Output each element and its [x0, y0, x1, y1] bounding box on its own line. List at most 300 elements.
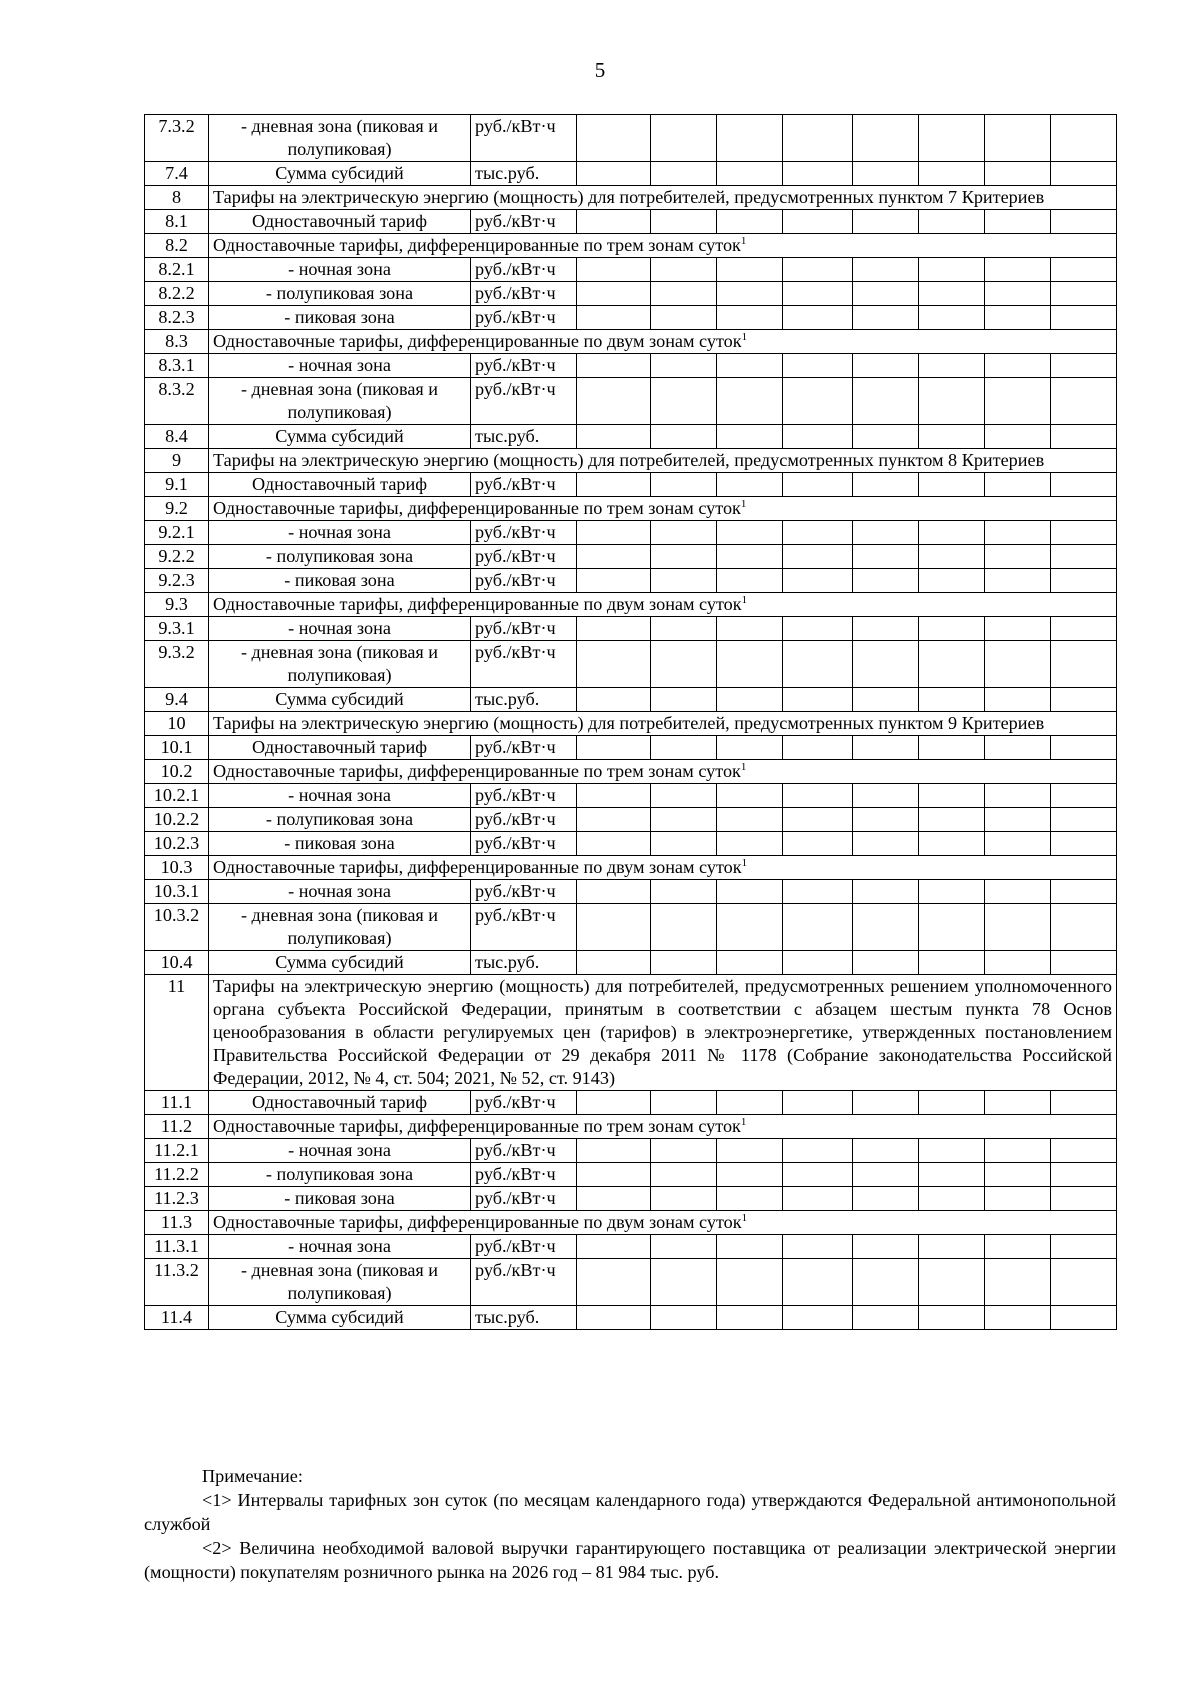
value-cell	[651, 641, 717, 688]
row-number: 10.2.1	[145, 784, 209, 808]
value-cell	[783, 880, 853, 904]
row-text: Одноставочные тарифы, дифференцированные по трем зонам суток	[213, 761, 741, 781]
value-cell	[717, 282, 783, 306]
row-number: 10.2.3	[145, 832, 209, 856]
value-cell	[717, 425, 783, 449]
value-cell	[651, 880, 717, 904]
value-cell	[853, 1235, 919, 1259]
value-cell	[577, 641, 651, 688]
row-unit: руб./кВт·ч	[471, 378, 577, 425]
value-cell	[919, 258, 985, 282]
value-cell	[985, 306, 1051, 330]
value-cell	[783, 282, 853, 306]
table-row	[145, 210, 1117, 234]
row-name: - полупиковая зона	[209, 545, 471, 569]
value-cell	[919, 617, 985, 641]
row-unit: руб./кВт·ч	[471, 282, 577, 306]
value-cell	[919, 282, 985, 306]
table-row	[145, 617, 1117, 641]
table-row	[145, 784, 1117, 808]
value-cell	[985, 1187, 1051, 1211]
value-cell	[919, 1306, 985, 1330]
row-unit: руб./кВт·ч	[471, 473, 577, 497]
row-name: Сумма субсидий	[209, 162, 471, 186]
table-row	[145, 1163, 1117, 1187]
value-cell	[1051, 784, 1117, 808]
row-name: - дневная зона (пиковая и полупиковая)	[209, 641, 471, 688]
value-cell	[853, 521, 919, 545]
value-cell	[577, 617, 651, 641]
value-cell	[919, 1091, 985, 1115]
value-cell	[853, 904, 919, 951]
value-cell	[985, 425, 1051, 449]
value-cell	[717, 473, 783, 497]
row-unit: тыс.руб.	[471, 951, 577, 975]
row-number: 8.3.1	[145, 354, 209, 378]
row-unit: руб./кВт·ч	[471, 354, 577, 378]
row-name: - ночная зона	[209, 258, 471, 282]
value-cell	[1051, 688, 1117, 712]
row-name: - ночная зона	[209, 1139, 471, 1163]
value-cell	[651, 1235, 717, 1259]
value-cell	[1051, 904, 1117, 951]
value-cell	[783, 378, 853, 425]
table-row	[145, 521, 1117, 545]
value-cell	[651, 258, 717, 282]
value-cell	[651, 282, 717, 306]
group-title	[209, 760, 1117, 784]
value-cell	[853, 641, 919, 688]
value-cell	[783, 1163, 853, 1187]
value-cell	[853, 617, 919, 641]
value-cell	[853, 808, 919, 832]
table-row	[145, 545, 1117, 569]
value-cell	[651, 306, 717, 330]
value-cell	[783, 521, 853, 545]
value-cell	[717, 354, 783, 378]
value-cell	[919, 545, 985, 569]
table-row	[145, 1235, 1117, 1259]
value-cell	[985, 808, 1051, 832]
footnote-marker: 1	[740, 1115, 747, 1128]
value-cell	[919, 569, 985, 593]
value-cell	[985, 880, 1051, 904]
value-cell	[985, 354, 1051, 378]
value-cell	[577, 1187, 651, 1211]
row-text: Одноставочные тарифы, дифференцированные по трем зонам суток	[213, 235, 741, 255]
value-cell	[783, 258, 853, 282]
row-name: - полупиковая зона	[209, 808, 471, 832]
value-cell	[1051, 258, 1117, 282]
value-cell	[783, 1259, 853, 1306]
value-cell	[1051, 808, 1117, 832]
row-name: - ночная зона	[209, 617, 471, 641]
row-unit: руб./кВт·ч	[471, 1091, 577, 1115]
table-body	[145, 115, 1117, 1330]
page-number: 5	[594, 58, 606, 82]
row-name: - пиковая зона	[209, 1187, 471, 1211]
row-unit: руб./кВт·ч	[471, 832, 577, 856]
value-cell	[853, 378, 919, 425]
footnote-marker: 1	[741, 593, 748, 606]
tariff-table	[144, 114, 1117, 1330]
value-cell	[853, 545, 919, 569]
value-cell	[651, 378, 717, 425]
row-number: 8	[145, 186, 209, 210]
value-cell	[919, 1187, 985, 1211]
value-cell	[651, 545, 717, 569]
value-cell	[985, 904, 1051, 951]
group-row	[145, 856, 1117, 880]
row-unit: руб./кВт·ч	[471, 1163, 577, 1187]
value-cell	[577, 1163, 651, 1187]
group-title	[209, 593, 1117, 617]
value-cell	[717, 378, 783, 425]
table-row	[145, 832, 1117, 856]
row-text: Одноставочные тарифы, дифференцированные по трем зонам суток	[213, 498, 741, 518]
row-name: - ночная зона	[209, 1235, 471, 1259]
value-cell	[853, 736, 919, 760]
row-name: - пиковая зона	[209, 832, 471, 856]
value-cell	[1051, 1259, 1117, 1306]
value-cell	[1051, 832, 1117, 856]
value-cell	[717, 1091, 783, 1115]
value-cell	[783, 545, 853, 569]
value-cell	[717, 688, 783, 712]
value-cell	[577, 354, 651, 378]
row-number: 8.2	[145, 234, 209, 258]
value-cell	[717, 1306, 783, 1330]
value-cell	[1051, 162, 1117, 186]
value-cell	[985, 1306, 1051, 1330]
table-row	[145, 378, 1117, 425]
value-cell	[853, 569, 919, 593]
value-cell	[651, 832, 717, 856]
value-cell	[853, 1306, 919, 1330]
row-number: 8.4	[145, 425, 209, 449]
row-number: 10.3.2	[145, 904, 209, 951]
row-text: Одноставочные тарифы, дифференцированные по трем зонам суток	[213, 1116, 741, 1136]
value-cell	[919, 378, 985, 425]
section-title	[209, 975, 1117, 1091]
value-cell	[919, 210, 985, 234]
value-cell	[577, 569, 651, 593]
row-unit: руб./кВт·ч	[471, 115, 577, 162]
section-title	[209, 712, 1117, 736]
value-cell	[717, 306, 783, 330]
value-cell	[783, 1306, 853, 1330]
section-title	[209, 186, 1117, 210]
value-cell	[717, 210, 783, 234]
value-cell	[651, 162, 717, 186]
value-cell	[985, 688, 1051, 712]
section-row	[145, 186, 1117, 210]
row-number: 7.3.2	[145, 115, 209, 162]
row-text: Тарифы на электрическую энергию (мощность) для потребителей, предусмотренных пунктом 8 Критериев	[213, 450, 1045, 470]
table-row	[145, 306, 1117, 330]
row-number: 9.2.1	[145, 521, 209, 545]
value-cell	[577, 1235, 651, 1259]
value-cell	[717, 617, 783, 641]
footnote-marker: 1	[741, 1211, 748, 1224]
value-cell	[985, 951, 1051, 975]
value-cell	[717, 258, 783, 282]
value-cell	[919, 808, 985, 832]
value-cell	[577, 162, 651, 186]
value-cell	[985, 1163, 1051, 1187]
value-cell	[783, 1235, 853, 1259]
value-cell	[985, 736, 1051, 760]
row-unit: тыс.руб.	[471, 162, 577, 186]
value-cell	[783, 162, 853, 186]
value-cell	[985, 1235, 1051, 1259]
row-unit: руб./кВт·ч	[471, 569, 577, 593]
row-unit: руб./кВт·ч	[471, 1187, 577, 1211]
row-name: - дневная зона (пиковая и полупиковая)	[209, 115, 471, 162]
value-cell	[1051, 306, 1117, 330]
value-cell	[1051, 473, 1117, 497]
value-cell	[919, 521, 985, 545]
row-text: Тарифы на электрическую энергию (мощность) для потребителей, предусмотренных решением уполномоченного органа субъекта Российской Федерации, принятым в соответствии с абзацем шестым пункта 78 Основ ценообразования в области регулируемых цен (тарифов) в электроэнергетике, утвержденных постановлением Правительства Российской Федерации от 29 декабря 2011 № 1178 (Собрание законодательства Российской Федерации, 2012, № 4, ст. 504; 2021, № 52, ст. 9143)	[213, 976, 1112, 1088]
value-cell	[717, 904, 783, 951]
value-cell	[651, 569, 717, 593]
value-cell	[985, 258, 1051, 282]
value-cell	[651, 808, 717, 832]
value-cell	[783, 210, 853, 234]
row-number: 9	[145, 449, 209, 473]
value-cell	[651, 736, 717, 760]
group-row	[145, 234, 1117, 258]
value-cell	[783, 569, 853, 593]
row-name: Одноставочный тариф	[209, 473, 471, 497]
row-name: Одноставочный тариф	[209, 210, 471, 234]
table-row	[145, 951, 1117, 975]
row-number: 11.3	[145, 1211, 209, 1235]
value-cell	[1051, 736, 1117, 760]
value-cell	[783, 1187, 853, 1211]
row-unit: руб./кВт·ч	[471, 1235, 577, 1259]
value-cell	[919, 306, 985, 330]
value-cell	[717, 641, 783, 688]
row-number: 8.1	[145, 210, 209, 234]
value-cell	[919, 1139, 985, 1163]
value-cell	[985, 545, 1051, 569]
value-cell	[783, 1139, 853, 1163]
group-row	[145, 497, 1117, 521]
value-cell	[577, 306, 651, 330]
value-cell	[853, 258, 919, 282]
value-cell	[717, 1187, 783, 1211]
row-number: 10	[145, 712, 209, 736]
row-number: 8.3.2	[145, 378, 209, 425]
value-cell	[783, 784, 853, 808]
row-number: 9.2.3	[145, 569, 209, 593]
value-cell	[577, 808, 651, 832]
value-cell	[651, 115, 717, 162]
value-cell	[651, 1306, 717, 1330]
value-cell	[717, 115, 783, 162]
value-cell	[985, 378, 1051, 425]
value-cell	[783, 115, 853, 162]
value-cell	[919, 1235, 985, 1259]
row-number: 9.1	[145, 473, 209, 497]
group-row	[145, 1211, 1117, 1235]
value-cell	[1051, 1187, 1117, 1211]
row-name: Сумма субсидий	[209, 1306, 471, 1330]
value-cell	[1051, 282, 1117, 306]
row-number: 8.2.3	[145, 306, 209, 330]
row-number: 10.4	[145, 951, 209, 975]
row-unit: тыс.руб.	[471, 1306, 577, 1330]
value-cell	[651, 1187, 717, 1211]
value-cell	[985, 784, 1051, 808]
value-cell	[985, 1139, 1051, 1163]
group-title	[209, 497, 1117, 521]
value-cell	[577, 210, 651, 234]
value-cell	[651, 951, 717, 975]
row-number: 8.3	[145, 330, 209, 354]
row-name: Одноставочный тариф	[209, 736, 471, 760]
value-cell	[783, 641, 853, 688]
table-row	[145, 162, 1117, 186]
value-cell	[577, 473, 651, 497]
value-cell	[853, 210, 919, 234]
value-cell	[853, 354, 919, 378]
value-cell	[919, 688, 985, 712]
row-unit: руб./кВт·ч	[471, 880, 577, 904]
value-cell	[717, 736, 783, 760]
row-unit: руб./кВт·ч	[471, 904, 577, 951]
group-title	[209, 330, 1117, 354]
value-cell	[577, 115, 651, 162]
row-text: Одноставочные тарифы, дифференцированные по двум зонам суток	[213, 331, 742, 351]
value-cell	[1051, 1091, 1117, 1115]
value-cell	[577, 282, 651, 306]
value-cell	[985, 521, 1051, 545]
table-row	[145, 880, 1117, 904]
value-cell	[919, 162, 985, 186]
note-item-2: <2> Величина необходимой валовой выручки гарантирующего поставщика от реализации электрической энергии (мощности) покупателям розничного рынка на 2026 год – 81 984 тыс. руб.	[144, 1538, 1116, 1582]
value-cell	[919, 1163, 985, 1187]
row-name: Одноставочный тариф	[209, 1091, 471, 1115]
group-title	[209, 234, 1117, 258]
value-cell	[717, 808, 783, 832]
value-cell	[783, 1091, 853, 1115]
value-cell	[1051, 115, 1117, 162]
value-cell	[717, 1139, 783, 1163]
value-cell	[577, 1091, 651, 1115]
value-cell	[651, 1139, 717, 1163]
value-cell	[651, 1163, 717, 1187]
row-text: Одноставочные тарифы, дифференцированные по двум зонам суток	[213, 1212, 742, 1232]
value-cell	[1051, 354, 1117, 378]
section-row	[145, 975, 1117, 1091]
table-row	[145, 904, 1117, 951]
row-name: - дневная зона (пиковая и полупиковая)	[209, 378, 471, 425]
row-name: - ночная зона	[209, 521, 471, 545]
row-number: 9.3.2	[145, 641, 209, 688]
value-cell	[853, 1139, 919, 1163]
value-cell	[577, 521, 651, 545]
row-unit: тыс.руб.	[471, 688, 577, 712]
value-cell	[651, 784, 717, 808]
value-cell	[853, 784, 919, 808]
value-cell	[919, 784, 985, 808]
table-row	[145, 1187, 1117, 1211]
value-cell	[577, 832, 651, 856]
value-cell	[577, 688, 651, 712]
row-unit: руб./кВт·ч	[471, 210, 577, 234]
row-number: 11	[145, 975, 209, 1091]
value-cell	[919, 736, 985, 760]
row-number: 10.3	[145, 856, 209, 880]
value-cell	[783, 832, 853, 856]
row-number: 11.1	[145, 1091, 209, 1115]
value-cell	[853, 473, 919, 497]
group-title	[209, 1211, 1117, 1235]
value-cell	[651, 210, 717, 234]
row-unit: руб./кВт·ч	[471, 617, 577, 641]
value-cell	[783, 473, 853, 497]
group-title	[209, 856, 1117, 880]
value-cell	[919, 354, 985, 378]
value-cell	[783, 354, 853, 378]
value-cell	[919, 880, 985, 904]
value-cell	[717, 162, 783, 186]
value-cell	[985, 473, 1051, 497]
value-cell	[577, 258, 651, 282]
value-cell	[1051, 1306, 1117, 1330]
value-cell	[919, 641, 985, 688]
value-cell	[919, 425, 985, 449]
value-cell	[1051, 880, 1117, 904]
row-name: - полупиковая зона	[209, 1163, 471, 1187]
value-cell	[985, 115, 1051, 162]
row-number: 10.2	[145, 760, 209, 784]
value-cell	[651, 521, 717, 545]
row-name: - ночная зона	[209, 880, 471, 904]
row-number: 8.2.2	[145, 282, 209, 306]
row-name: Сумма субсидий	[209, 425, 471, 449]
row-number: 8.2.1	[145, 258, 209, 282]
table-row	[145, 1091, 1117, 1115]
table-row	[145, 688, 1117, 712]
row-number: 9.2	[145, 497, 209, 521]
row-name: - ночная зона	[209, 784, 471, 808]
row-number: 9.3.1	[145, 617, 209, 641]
value-cell	[651, 1259, 717, 1306]
group-row	[145, 760, 1117, 784]
table-row	[145, 569, 1117, 593]
value-cell	[919, 473, 985, 497]
value-cell	[985, 617, 1051, 641]
value-cell	[853, 425, 919, 449]
value-cell	[651, 473, 717, 497]
value-cell	[919, 951, 985, 975]
row-number: 9.3	[145, 593, 209, 617]
group-title	[209, 1115, 1117, 1139]
section-title	[209, 449, 1117, 473]
value-cell	[783, 425, 853, 449]
row-text: Одноставочные тарифы, дифференцированные по двум зонам суток	[213, 857, 742, 877]
value-cell	[985, 1091, 1051, 1115]
value-cell	[717, 521, 783, 545]
value-cell	[853, 880, 919, 904]
row-number: 7.4	[145, 162, 209, 186]
table-row	[145, 258, 1117, 282]
table-row	[145, 354, 1117, 378]
row-number: 10.3.1	[145, 880, 209, 904]
